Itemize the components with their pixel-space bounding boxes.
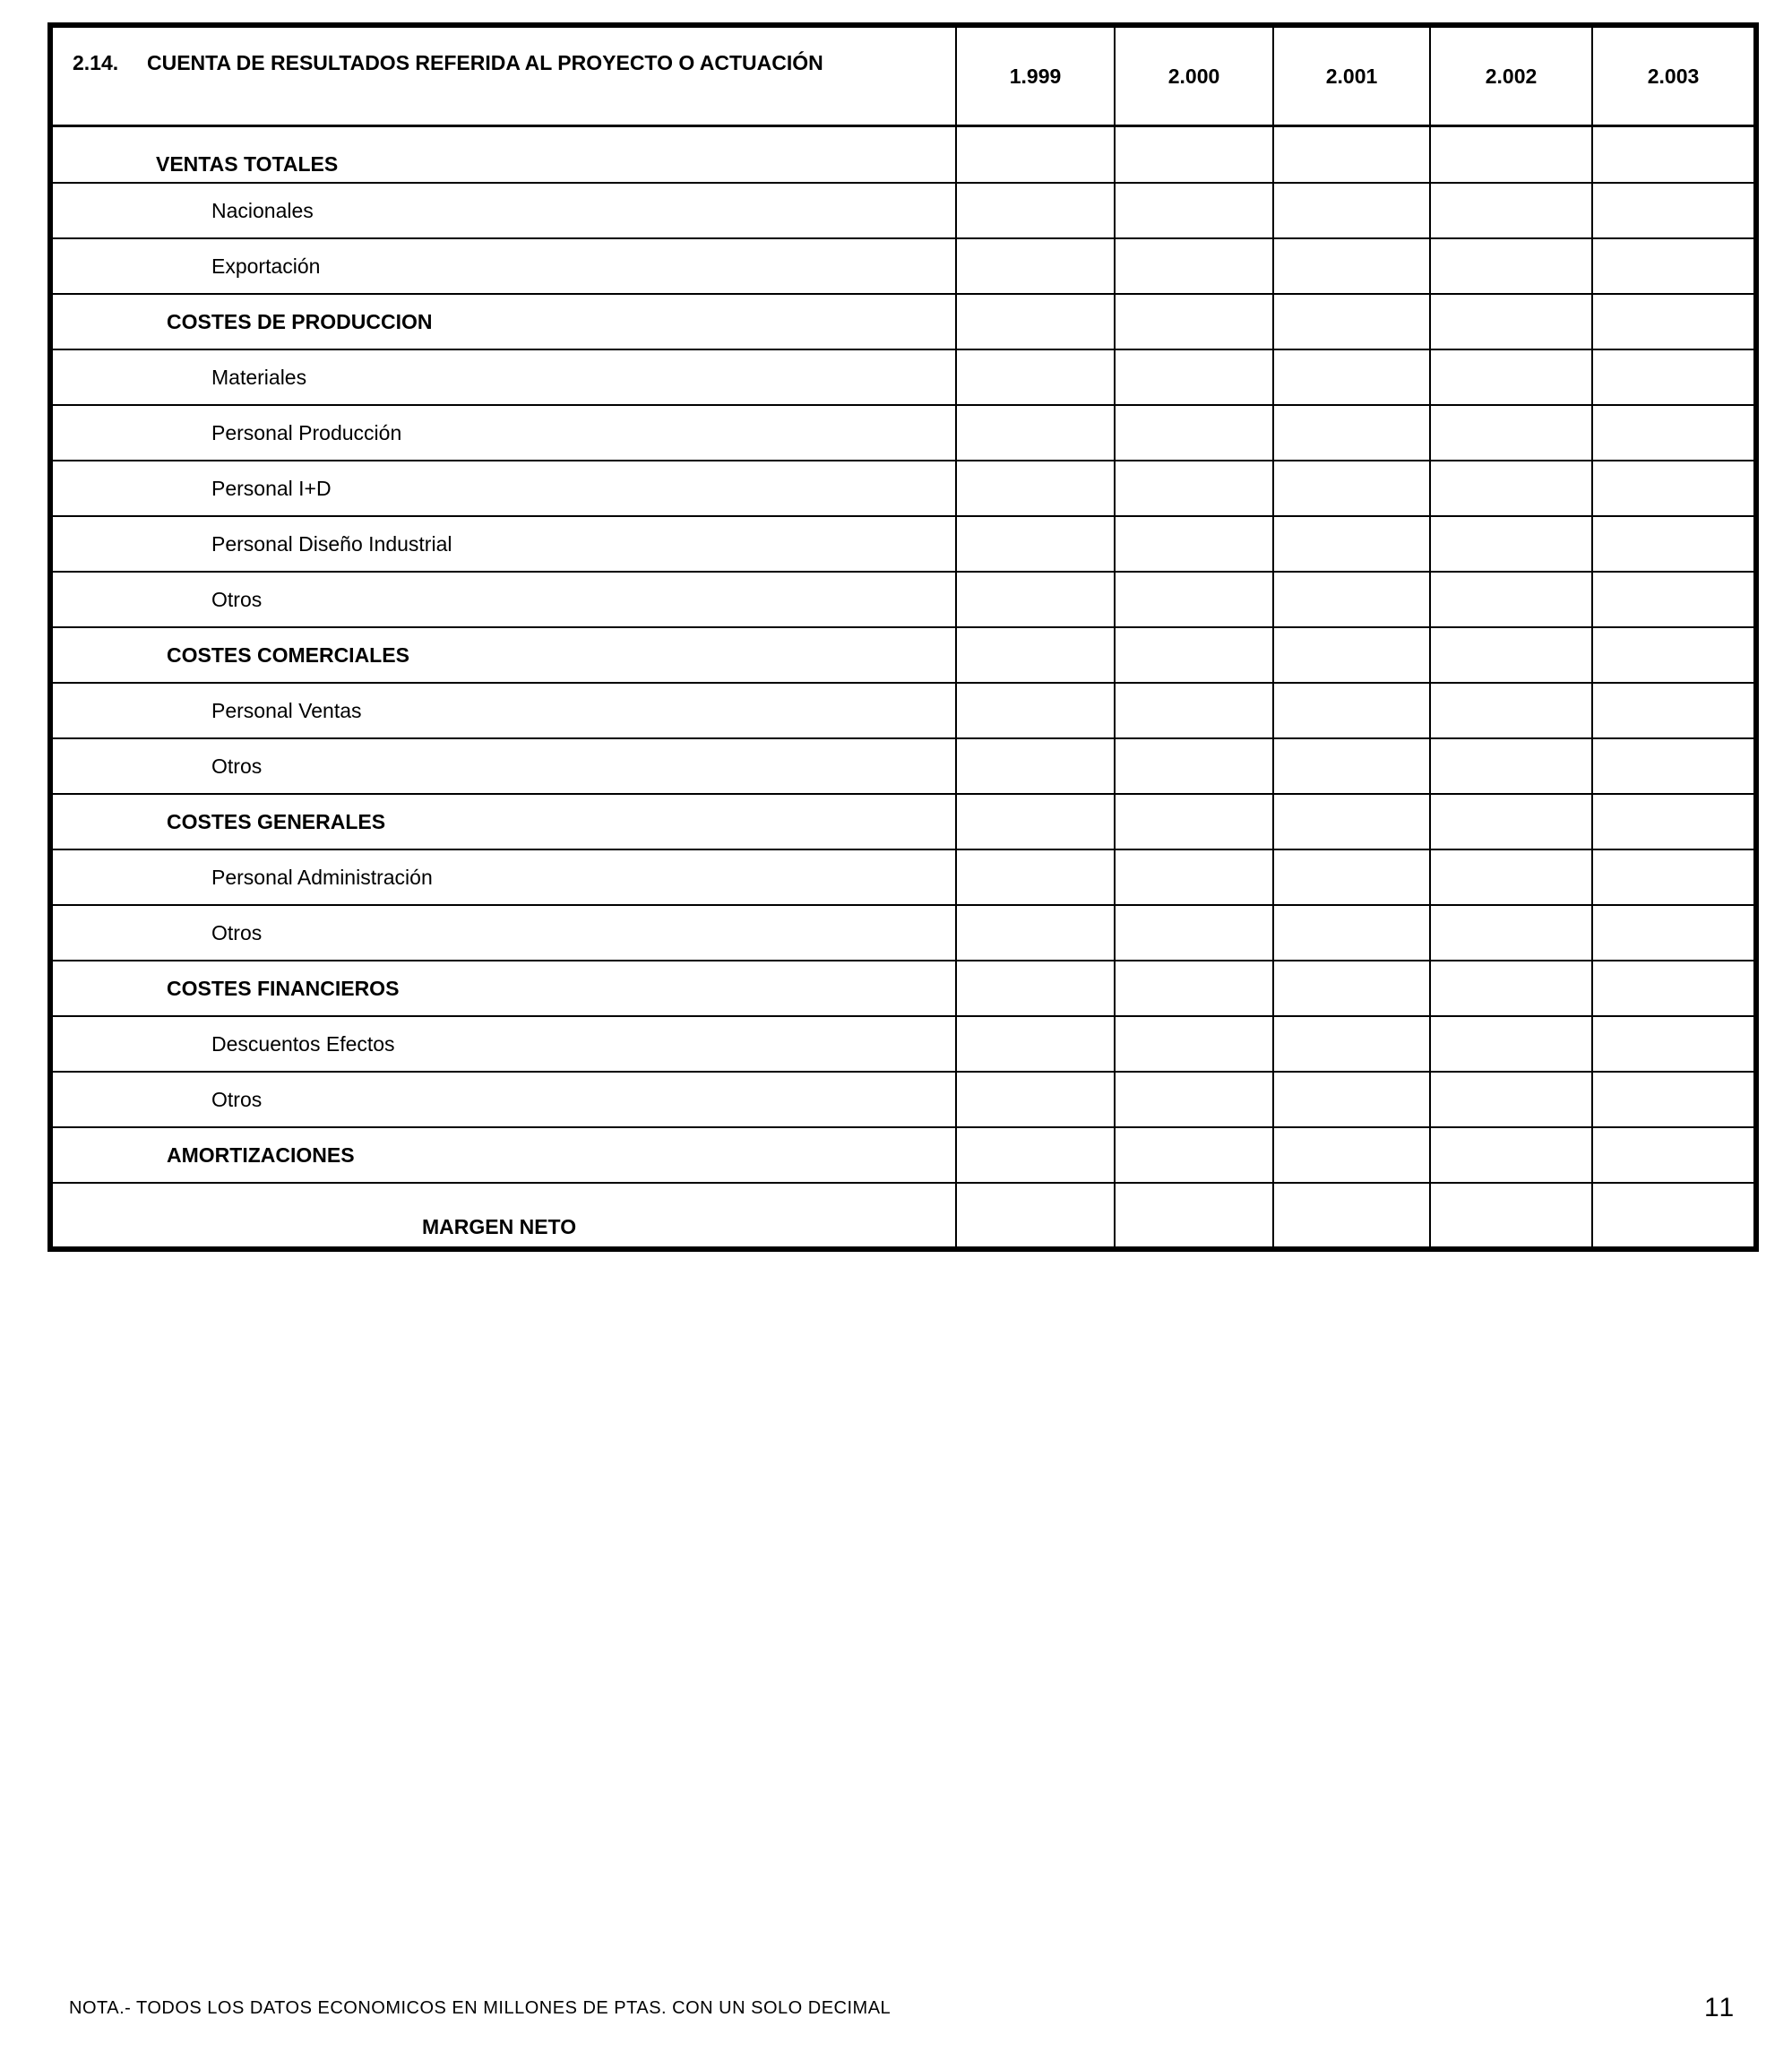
row-label: Otros	[50, 905, 956, 961]
table-row	[50, 683, 1756, 738]
value-cell[interactable]	[1430, 1183, 1592, 1249]
value-cell[interactable]	[1592, 683, 1756, 738]
value-cell[interactable]	[1430, 961, 1592, 1016]
value-cell[interactable]	[956, 126, 1115, 184]
row-label: Nacionales	[50, 183, 956, 238]
value-cell[interactable]	[1430, 126, 1592, 184]
value-cell[interactable]	[1273, 1127, 1430, 1183]
value-cell[interactable]	[1430, 683, 1592, 738]
value-cell[interactable]	[1592, 349, 1756, 405]
table-row	[50, 126, 1756, 184]
value-cell[interactable]	[956, 849, 1115, 905]
value-cell[interactable]	[1592, 961, 1756, 1016]
table-row	[50, 405, 1756, 461]
table-row	[50, 1183, 1756, 1249]
row-label: COSTES DE PRODUCCION	[50, 294, 956, 349]
value-cell[interactable]	[1115, 516, 1273, 572]
value-cell[interactable]	[1273, 183, 1430, 238]
value-cell[interactable]	[1592, 1072, 1756, 1127]
value-cell[interactable]	[956, 683, 1115, 738]
value-cell[interactable]	[1592, 405, 1756, 461]
row-label: Personal Administración	[50, 849, 956, 905]
section-number: 2.14.	[73, 51, 119, 74]
value-cell[interactable]	[1115, 961, 1273, 1016]
section-heading-cell	[50, 25, 956, 126]
value-cell[interactable]	[956, 961, 1115, 1016]
row-label: VENTAS TOTALES	[50, 126, 956, 184]
value-cell[interactable]	[1592, 738, 1756, 794]
value-cell[interactable]	[956, 349, 1115, 405]
row-label: AMORTIZACIONES	[50, 1127, 956, 1183]
value-cell[interactable]	[1592, 126, 1756, 184]
table-row	[50, 905, 1756, 961]
table-row	[50, 627, 1756, 683]
value-cell[interactable]	[1273, 794, 1430, 849]
table-row	[50, 349, 1756, 405]
value-cell[interactable]	[1273, 126, 1430, 184]
section-title: CUENTA DE RESULTADOS REFERIDA AL PROYECTO O ACTUACIÓN	[147, 51, 823, 74]
value-cell[interactable]	[1115, 572, 1273, 627]
value-cell[interactable]	[956, 183, 1115, 238]
value-cell[interactable]	[1430, 349, 1592, 405]
value-cell[interactable]	[1273, 961, 1430, 1016]
value-cell[interactable]	[1430, 405, 1592, 461]
year-header: 2.001	[1273, 25, 1430, 126]
value-cell[interactable]	[1115, 405, 1273, 461]
value-cell[interactable]	[956, 238, 1115, 294]
value-cell[interactable]	[1430, 1072, 1592, 1127]
value-cell[interactable]	[1115, 627, 1273, 683]
value-cell[interactable]	[1273, 627, 1430, 683]
row-label: COSTES GENERALES	[50, 794, 956, 849]
value-cell[interactable]	[956, 627, 1115, 683]
value-cell[interactable]	[1430, 461, 1592, 516]
value-cell[interactable]	[1115, 905, 1273, 961]
row-label: Exportación	[50, 238, 956, 294]
table-row	[50, 572, 1756, 627]
value-cell[interactable]	[1273, 516, 1430, 572]
table-row	[50, 794, 1756, 849]
value-cell[interactable]	[1273, 849, 1430, 905]
row-label: Personal Ventas	[50, 683, 956, 738]
year-header: 2.002	[1430, 25, 1592, 126]
row-label: MARGEN NETO	[50, 1183, 956, 1249]
value-cell[interactable]	[1115, 1016, 1273, 1072]
value-cell[interactable]	[1115, 461, 1273, 516]
value-cell[interactable]	[1273, 683, 1430, 738]
value-cell[interactable]	[956, 1072, 1115, 1127]
value-cell[interactable]	[1430, 572, 1592, 627]
table-row	[50, 849, 1756, 905]
table-row	[50, 1016, 1756, 1072]
value-cell[interactable]	[1592, 849, 1756, 905]
page-number: 11	[1704, 1993, 1736, 2022]
value-cell[interactable]	[1592, 794, 1756, 849]
value-cell[interactable]	[1273, 1183, 1430, 1249]
value-cell[interactable]	[1592, 294, 1756, 349]
value-cell[interactable]	[1115, 1183, 1273, 1249]
table-row	[50, 516, 1756, 572]
value-cell[interactable]	[956, 738, 1115, 794]
value-cell[interactable]	[956, 294, 1115, 349]
row-label: Otros	[50, 572, 956, 627]
value-cell[interactable]	[1273, 738, 1430, 794]
value-cell[interactable]	[1430, 1127, 1592, 1183]
row-label: Otros	[50, 738, 956, 794]
value-cell[interactable]	[1430, 294, 1592, 349]
table-row	[50, 961, 1756, 1016]
value-cell[interactable]	[1115, 126, 1273, 184]
value-cell[interactable]	[1592, 1016, 1756, 1072]
value-cell[interactable]	[1115, 849, 1273, 905]
table-body	[50, 126, 1756, 1250]
value-cell[interactable]	[1273, 238, 1430, 294]
value-cell[interactable]	[1592, 183, 1756, 238]
value-cell[interactable]	[956, 1183, 1115, 1249]
row-label: COSTES COMERCIALES	[50, 627, 956, 683]
row-label: Personal Diseño Industrial	[50, 516, 956, 572]
income-statement-table	[47, 22, 1759, 1252]
year-header: 1.999	[956, 25, 1115, 126]
table-row	[50, 294, 1756, 349]
value-cell[interactable]	[1273, 1016, 1430, 1072]
value-cell[interactable]	[1273, 349, 1430, 405]
value-cell[interactable]	[1592, 238, 1756, 294]
table-row	[50, 183, 1756, 238]
value-cell[interactable]	[1592, 905, 1756, 961]
value-cell[interactable]	[1115, 238, 1273, 294]
value-cell[interactable]	[1115, 1072, 1273, 1127]
value-cell[interactable]	[956, 1016, 1115, 1072]
value-cell[interactable]	[1115, 294, 1273, 349]
row-label: Otros	[50, 1072, 956, 1127]
value-cell[interactable]	[1592, 516, 1756, 572]
footer-note: NOTA.- TODOS LOS DATOS ECONOMICOS EN MILLONES DE PTAS. CON UN SOLO DECIMAL	[69, 1998, 892, 2018]
value-cell[interactable]	[956, 461, 1115, 516]
value-cell[interactable]	[1273, 572, 1430, 627]
value-cell[interactable]	[1115, 683, 1273, 738]
value-cell[interactable]	[1592, 1127, 1756, 1183]
table-row	[50, 461, 1756, 516]
value-cell[interactable]	[1273, 405, 1430, 461]
value-cell[interactable]	[1115, 349, 1273, 405]
value-cell[interactable]	[1430, 627, 1592, 683]
value-cell[interactable]	[1430, 849, 1592, 905]
table-header-row	[50, 25, 1756, 126]
value-cell[interactable]	[1430, 183, 1592, 238]
row-label: Personal I+D	[50, 461, 956, 516]
value-cell[interactable]	[956, 905, 1115, 961]
value-cell[interactable]	[1430, 516, 1592, 572]
table-row	[50, 738, 1756, 794]
value-cell[interactable]	[1430, 905, 1592, 961]
value-cell[interactable]	[1273, 461, 1430, 516]
value-cell[interactable]	[1592, 627, 1756, 683]
value-cell[interactable]	[1273, 905, 1430, 961]
value-cell[interactable]	[956, 572, 1115, 627]
value-cell[interactable]	[1430, 1016, 1592, 1072]
value-cell[interactable]	[956, 516, 1115, 572]
value-cell[interactable]	[1430, 738, 1592, 794]
year-header: 2.003	[1592, 25, 1756, 126]
row-label: COSTES FINANCIEROS	[50, 961, 956, 1016]
row-label: Personal Producción	[50, 405, 956, 461]
value-cell[interactable]	[1273, 1072, 1430, 1127]
value-cell[interactable]	[1592, 572, 1756, 627]
year-header: 2.000	[1115, 25, 1273, 126]
value-cell[interactable]	[956, 794, 1115, 849]
value-cell[interactable]	[1430, 794, 1592, 849]
value-cell[interactable]	[1115, 738, 1273, 794]
value-cell[interactable]	[1115, 183, 1273, 238]
value-cell[interactable]	[1430, 238, 1592, 294]
row-label: Descuentos Efectos	[50, 1016, 956, 1072]
value-cell[interactable]	[1592, 1183, 1756, 1249]
table-row	[50, 238, 1756, 294]
value-cell[interactable]	[1273, 294, 1430, 349]
value-cell[interactable]	[1115, 794, 1273, 849]
value-cell[interactable]	[956, 1127, 1115, 1183]
value-cell[interactable]	[956, 405, 1115, 461]
value-cell[interactable]	[1592, 461, 1756, 516]
table-row	[50, 1072, 1756, 1127]
value-cell[interactable]	[1115, 1127, 1273, 1183]
row-label: Materiales	[50, 349, 956, 405]
table-row	[50, 1127, 1756, 1183]
